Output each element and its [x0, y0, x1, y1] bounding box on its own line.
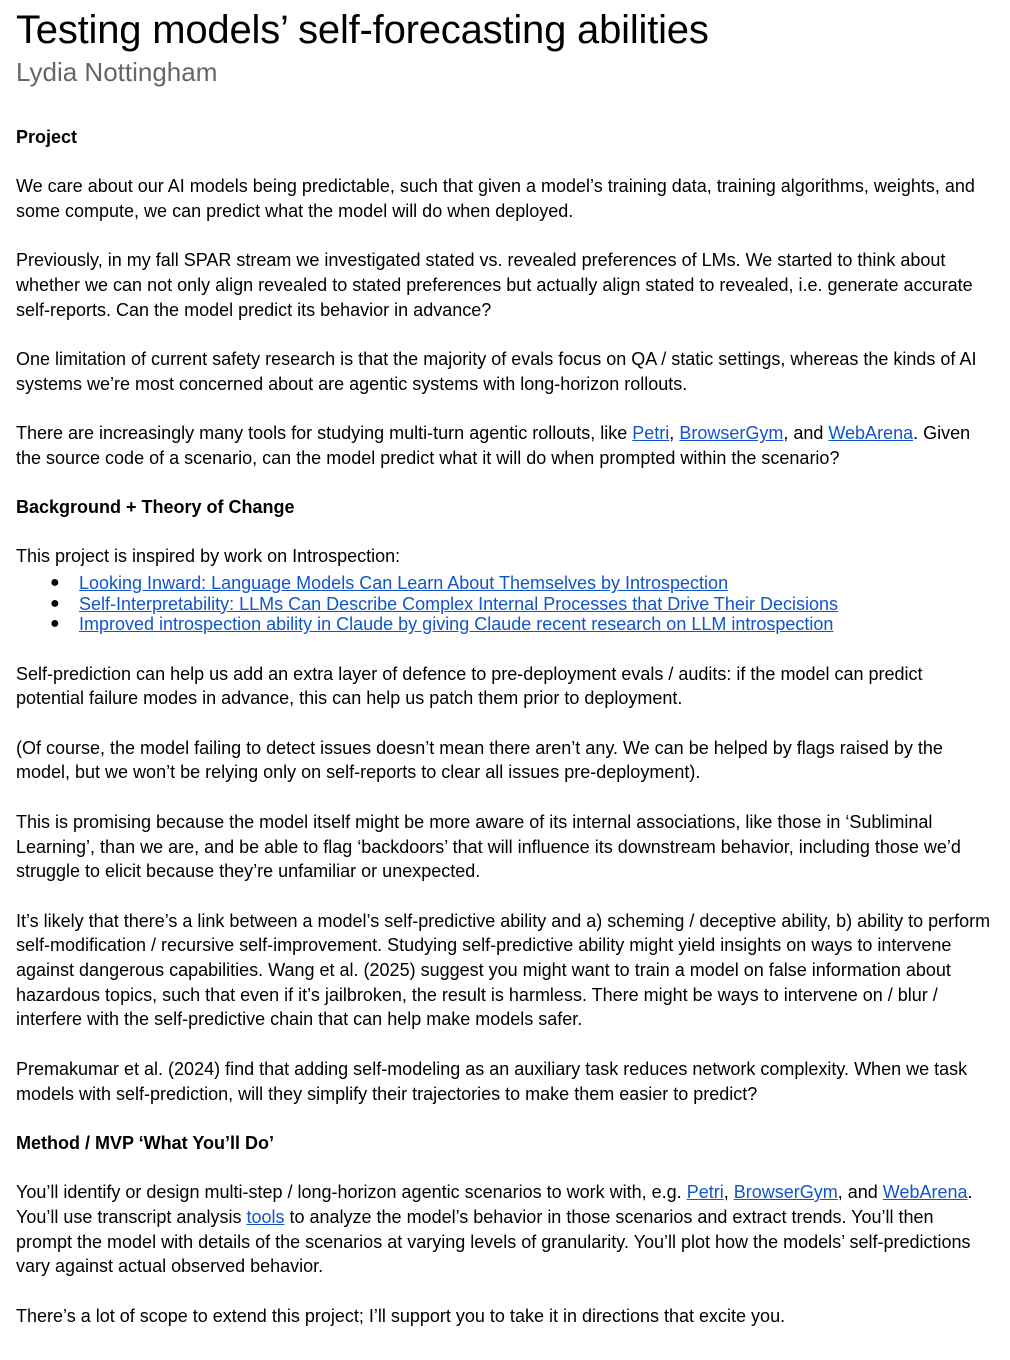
text-run: You’ll identify or design multi-step / long-horizon agentic scenarios to work with, e.g. [16, 1182, 687, 1203]
project-paragraph-1: We care about our AI models being predictable, such that given a model’s training data, training algorithms, weights, and some compute, we can predict what the model will do when deployed. [16, 176, 975, 221]
petri-link[interactable]: Petri [632, 423, 670, 444]
background-intro: This project is inspired by work on Introspection: [16, 546, 401, 567]
document-title: Testing models’ self-forecasting abilities [16, 8, 709, 52]
list-item [50, 593, 994, 615]
tools-link[interactable]: tools [246, 1206, 285, 1227]
list-item [50, 614, 994, 635]
text-run: , [669, 423, 680, 444]
webarena-link[interactable]: WebArena [828, 423, 914, 444]
text-run: to analyze the model’s behavior in those scenarios and extract trends. You’ll then prompt the model with details of the scenarios at varying levels of granularity. You’ll plot how the models’ self-predictions vary against actual observed behavior. [16, 1206, 971, 1277]
bullet-icon: ● [50, 574, 60, 592]
project-paragraph-2: Previously, in my fall SPAR stream we investigated stated vs. revealed preferences of LMs. We started to think about whether we can not only align revealed to stated preferences but actually align stated to revealed, i.e. generate accurate self-reports. Can the model predict its behavior in advance? [16, 250, 973, 320]
webarena-link[interactable]: WebArena [882, 1182, 968, 1203]
background-paragraph-4: It’s likely that there’s a link between a model’s self-predictive ability and a) scheming / deceptive ability, b) ability to perform self-modification / recursive self-improvement. Studying self-predictive ability might yield insights on ways to intervene against dangerous capabilities. Wang et al. (2025) suggest you might want to train a model on false information about hazardous topics, such that even if it’s jailbroken, the result is harmless. There might be ways to intervene on / blur / interfere with the self-predictive chain that can help make models safer. [16, 910, 991, 1030]
method-paragraph-1 [16, 1180, 994, 1279]
petri-link[interactable]: Petri [686, 1182, 724, 1203]
text-run: . Given the source code of a scenario, can the model predict what it will do when prompted within the scenario? [16, 423, 971, 468]
background-paragraph-3: This is promising because the model itself might be more aware of its internal associations, like those in ‘Subliminal Learning’, than we are, and be able to flag ‘backdoors’ that will influence its downstream behavior, including those we’d struggle to elicit because they’re unfamiliar or unexpected. [16, 811, 961, 882]
project-paragraph-3: One limitation of current safety research is that the majority of evals focus on QA / static settings, whereas the kinds of AI systems we’re most concerned about are agentic systems with long-horizon rollouts. [16, 349, 977, 394]
text-run: , [723, 1182, 734, 1203]
background-paragraph-5: Premakumar et al. (2024) find that adding self-modeling as an auxiliary task reduces network complexity. When we task models with self-prediction, will they simplify their trajectories to make them easier to predict? [16, 1058, 968, 1104]
bullet-icon: ● [50, 594, 60, 612]
section-heading-project: Project [16, 127, 78, 147]
project-paragraph-4 [16, 421, 994, 470]
reference-link-self-interpretability[interactable]: Self-Interpretability: LLMs Can Describe Complex Internal Processes that Drive Their Decisions [79, 593, 838, 614]
list-item [50, 573, 994, 594]
section-heading-background: Background + Theory of Change [16, 497, 295, 518]
reference-link-looking-inward[interactable]: Looking Inward: Language Models Can Learn About Themselves by Introspection [79, 573, 729, 594]
document-author: Lydia Nottingham [16, 57, 218, 87]
background-paragraph-1: Self-prediction can help us add an extra layer of defence to pre-deployment evals / audits: if the model can predict potential failure modes in advance, this can help us patch them prior to deployment. [16, 663, 923, 709]
text-run: , and [837, 1182, 883, 1203]
introspection-reference-list [16, 573, 994, 635]
text-run: There are increasingly many tools for studying multi-turn agentic rollouts, like [16, 423, 633, 444]
method-paragraph-2: There’s a lot of scope to extend this project; I’ll support you to take it in directions that excite you. [16, 1305, 786, 1326]
browsergym-link[interactable]: BrowserGym [733, 1182, 838, 1203]
text-run: , and [783, 423, 829, 444]
background-paragraph-2: (Of course, the model failing to detect issues doesn’t mean there aren’t any. We can be helped by flags raised by the model, but we won’t be relying only on self-reports to clear all issues pre-deployment). [16, 737, 943, 783]
text-run: . You’ll use transcript analysis [16, 1182, 973, 1227]
reference-link-improved-introspection[interactable]: Improved introspection ability in Claude by giving Claude recent research on LLM introspection [79, 614, 834, 635]
browsergym-link[interactable]: BrowserGym [679, 423, 784, 444]
bullet-icon: ● [50, 615, 60, 633]
section-heading-method: Method / MVP ‘What You’ll Do’ [16, 1132, 274, 1153]
